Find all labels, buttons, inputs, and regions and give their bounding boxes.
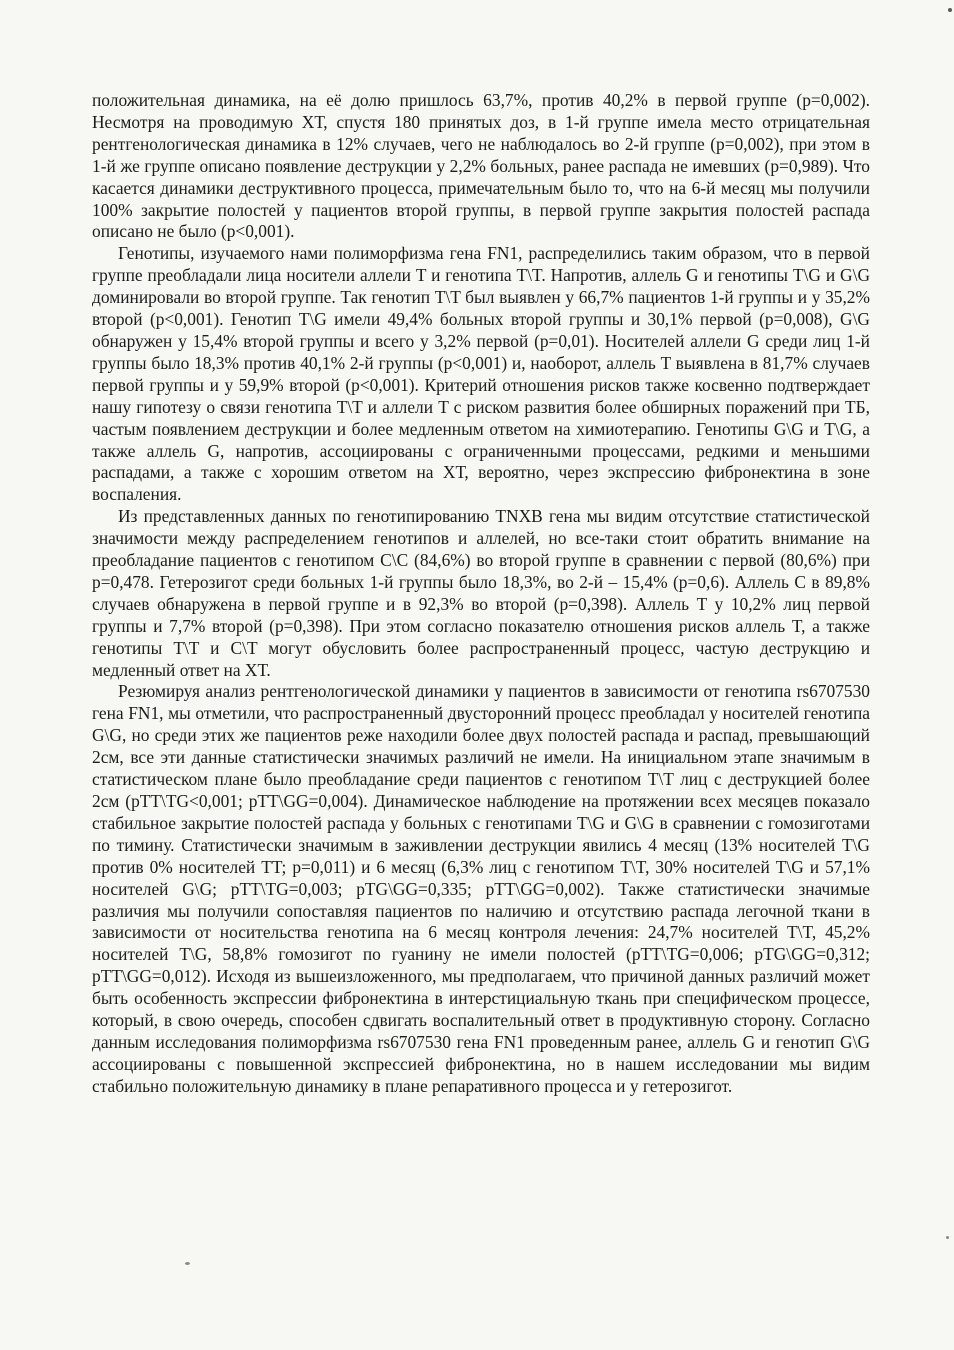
scan-speck xyxy=(185,1262,190,1265)
scan-speck xyxy=(948,8,952,12)
paragraph-fn1-genotypes: Генотипы, изучаемого нами полиморфизма гена FN1, распределились таким образом, что в первой группе преобладали лица носители аллели T и генотипа T\T. Напротив, аллель G и генотипы T\G и G\G доминировали во второй группе. Так генотип T\T был выявлен у 66,7% пациентов 1-й группы и у 35,2% второй (p<0,001). Генотип T\G имели 49,4% больных второй группы и 30,1% первой (p=0,008), G\G обнаружен у 15,4% второй группы и всего у 3,2% первой (p=0,01). Носителей аллели G среди лиц 1-й группы было 18,3% против 40,1% 2-й группы (p<0,001) и, наоборот, аллель T выявлена в 81,7% случаев первой группы и у 59,9% второй (p<0,001). Критерий отношения рисков также косвенно подтверждает нашу гипотезу о связи генотипа T\T и аллели T с риском развития более обширных поражений при ТБ, частым появлением деструкции и более медленным ответом на химиотерапию. Генотипы G\G и T\G, а также аллель G, напротив, ассоциированы с ограниченными процессами, редкими и меньшими распадами, а также с хорошим ответом на ХТ, вероятно, через экспрессию фибронектина в зоне воспаления. xyxy=(92,243,870,505)
scan-speck xyxy=(946,1236,949,1239)
paragraph-tnxb-genotyping: Из представленных данных по генотипированию TNXB гена мы видим отсутствие статистической значимости между распределением генотипов и аллелей, но все-таки стоит обратить внимание на преобладание пациентов с генотипом C\C (84,6%) во второй группе в сравнении с первой (80,6%) при p=0,478. Гетерозигот среди больных 1-й группы было 18,3%, во 2-й – 15,4% (p=0,6). Аллель C в 89,8% случаев обнаружена в первой группе и в 92,3% во второй (p=0,398). Аллель T у 10,2% лиц первой группы и 7,7% второй (p=0,398). При этом согласно показателю отношения рисков аллель T, а также генотипы T\T и C\T могут обусловить более распространенный процесс, частую деструкцию и медленный ответ на ХТ. xyxy=(92,506,870,680)
document-body xyxy=(92,90,870,1098)
paragraph-radiological-dynamics: положительная динамика, на её долю пришлось 63,7%, против 40,2% в первой группе (p=0,002). Несмотря на проводимую ХТ, спустя 180 принятых доз, в 1-й группе имела место отрицательная рентгенологическая динамика в 12% случаев, чего не наблюдалось во 2-й группе (p=0,002), при этом в 1-й же группе описано появление деструкции у 2,2% больных, ранее распада не имевших (p=0,989). Что касается динамики деструктивного процесса, примечательным было то, что на 6-й месяц мы получили 100% закрытие полостей у пациентов второй группы, в первой группе закрытия полостей распада описано не было (p<0,001). xyxy=(92,90,870,242)
paragraph-summary: Резюмируя анализ рентгенологической динамики у пациентов в зависимости от генотипа rs6707530 гена FN1, мы отметили, что распространенный двусторонний процесс преобладал у носителей генотипа G\G, но среди этих же пациентов реже находили более двух полостей распада и распад, превышающий 2см, все эти данные статистически значимых различий не имели. На инициальном этапе значимым в статистическом плане было преобладание среди пациентов с генотипом T\T лиц с деструкцией более 2см (pTT\TG<0,001; pTT\GG=0,004). Динамическое наблюдение на протяжении всех месяцев показало стабильное закрытие полостей распада у больных с генотипами T\G и G\G в сравнении с гомозиготами по тимину. Статистически значимым в заживлении деструкции явились 4 месяц (13% носителей T\G против 0% носителей TT; p=0,011) и 6 месяц (6,3% лиц с генотипом T\T, 30% носителей T\G и 57,1% носителей G\G; pTT\TG=0,003; pTG\GG=0,335; pTT\GG=0,002). Также статистически значимые различия мы получили сопоставляя пациентов по наличию и отсутствию распада легочной ткани в зависимости от носительства генотипа на 6 месяц контроля лечения: 24,7% носителей T\T, 45,2% носителей T\G, 58,8% гомозигот по гуанину не имели полостей (pTT\TG=0,006; pTG\GG=0,312; pTT\GG=0,012). Исходя из вышеизложенного, мы предполагаем, что причиной данных различий может быть особенность экспрессии фибронектина в интерстициальную ткань при специфическом процессе, который, в свою очередь, способен сдвигать воспалительный ответ в продуктивную сторону. Согласно данным исследования полиморфизма rs6707530 гена FN1 проведенным ранее, аллель G и генотип G\G ассоциированы с повышенной экспрессией фибронектина, но в нашем исследовании мы видим стабильно положительную динамику в плане репаративного процесса и у гетерозигот. xyxy=(92,681,870,1096)
